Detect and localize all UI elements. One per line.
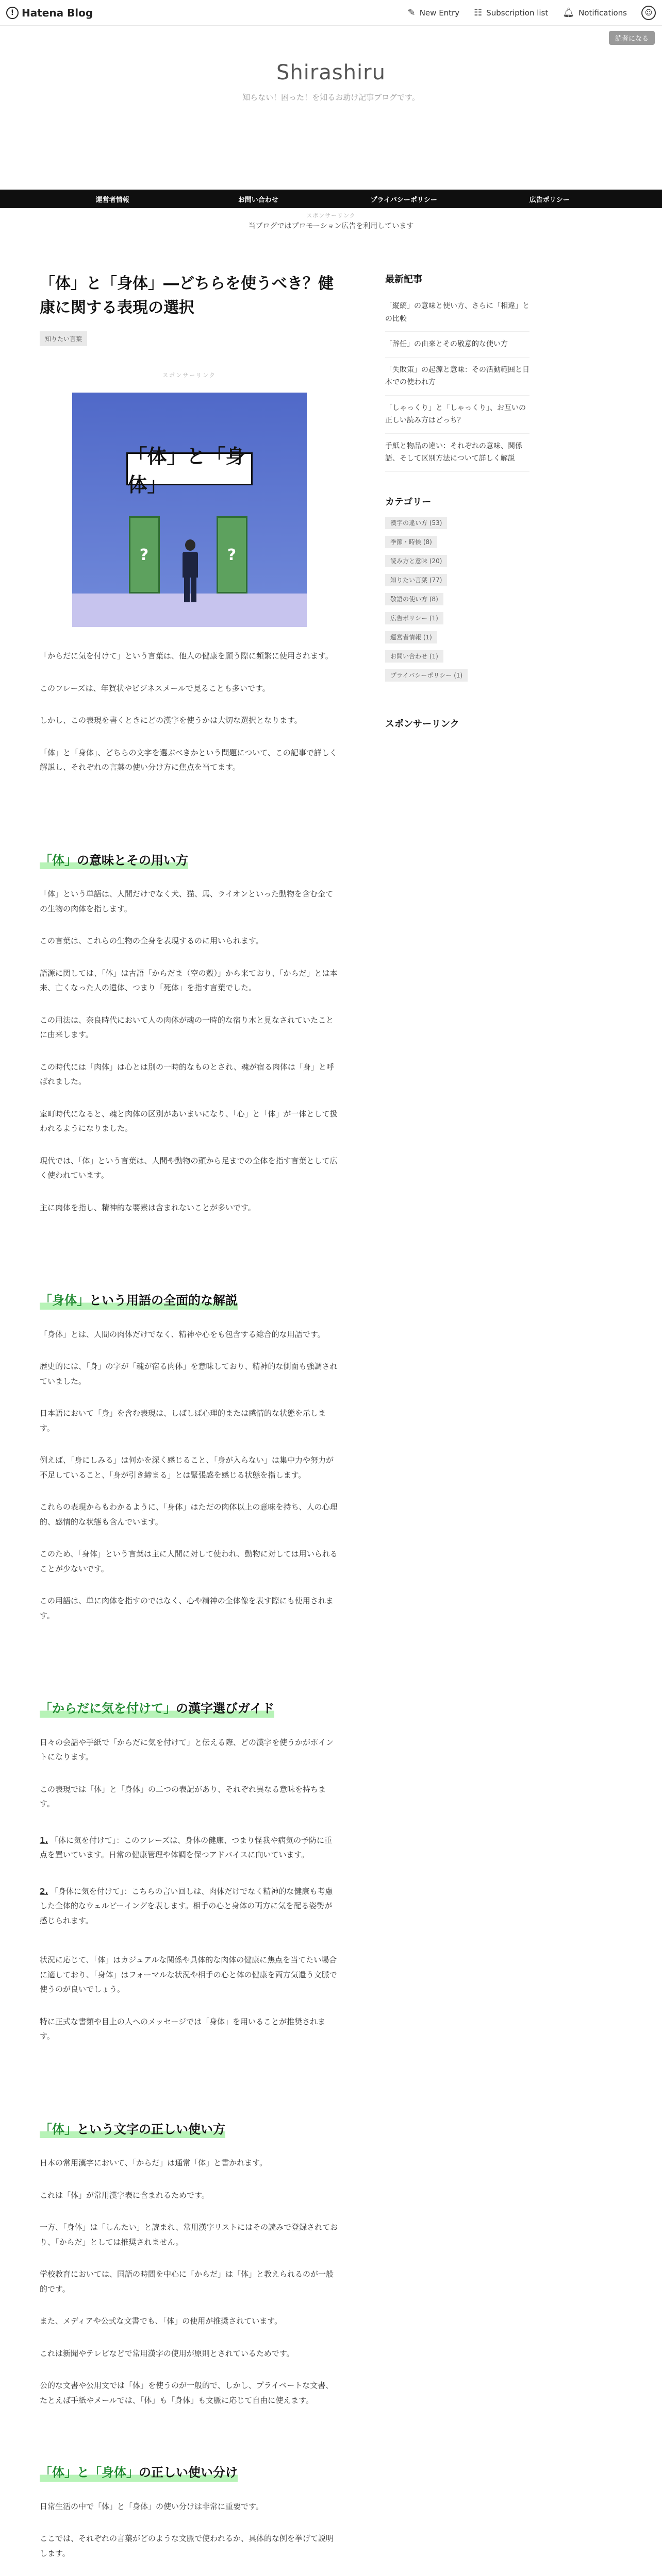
hatena-topbar [0,0,662,26]
numbered-item: 2. 「身体に気を付けて」：こちらの言い回しは、肉体だけでなく精神的な健康も考慮した全体的なウェルビーイングを表します。相手の心と身体の両方に気を配る姿勢が感じられます。 [40,1886,333,1925]
section-heading: 「体」と「身体」の正しい使い分け [40,2464,238,2482]
intro-paragraph: 「からだに気を付けて」という言葉は、他人の健康を願う際に頻繁に使用されます。 [40,651,333,660]
section-paragraph: これは「体」が常用漢字表に含まれるためです。 [40,2190,209,2200]
eyecatch-caption: 「体」と「身体」 [126,452,253,485]
section-paragraph: 現代では、「体」という言葉は、人間や動物の頭から足までの全体を指す言葉として広く使われています。 [40,1156,338,1180]
section-paragraph: 歴史的には、「身」の字が「魂が宿る肉体」を意味しており、精神的な側面も強調されていました。 [40,1362,338,1386]
section-paragraph: これらの表現からもわかるように、「身体」はただの肉体以上の意味を持ち、人の心理的、感情的な状態も含んでいます。 [40,1502,338,1527]
section-paragraph: 例えば、「身にしみる」は何かを深く感じること、「身が入らない」は集中力や努力が不足していること、「身が引き締まる」とは緊張感を感じる状態を指します。 [40,1455,334,1480]
new-entry-label: New Entry [419,8,460,18]
blog-header [0,26,662,190]
sidebar [385,249,529,2576]
category-list [385,517,529,680]
nav-item-privacy-policy[interactable]: プライバシーポリシー [370,196,437,204]
intro-paragraph: このフレーズは、年賀状やビジネスメールで見ることも多いです。 [40,683,270,693]
category-tag[interactable]: 知りたい言葉 [40,331,87,346]
subscription-list-button[interactable] [474,7,548,18]
global-nav [0,190,662,208]
section-paragraph: 日本語において「身」を含む表現は、しばしば心理的または感情的な状態を示します。 [40,1409,326,1433]
category-link[interactable]: 運営者情報 (1) [385,631,437,643]
bell-icon: 🔔︎ [562,7,575,18]
category-link[interactable]: 広告ポリシー (1) [385,612,443,624]
section-paragraph: ここでは、それぞれの言葉がどのような文脈で使われるか、具体的な例を挙げて説明します。 [40,2534,334,2558]
section-paragraph: 公的な文書や公用文では「体」を使うのが一般的で、しかし、プライベートな文書、たとえば手紙やメールでは、「体」も「身体」も文脈に応じて自由に使えます。 [40,2381,334,2405]
section-paragraph: この時代には「肉体」は心とは別の一時的なものとされ、魂が宿る肉体は「身」と呼ばれました。 [40,1062,334,1087]
right-door: ? [217,516,247,594]
article-ad-label: スポンサーリンク [162,372,216,379]
nav-item-contact[interactable]: お問い合わせ [238,196,278,204]
category-link[interactable]: 読み方と意味 (20) [385,555,447,567]
section-paragraph: 室町時代になると、魂と肉体の区別があいまいになり、「心」と「体」が一体として扱われるようになりました。 [40,1109,338,1133]
category-link[interactable]: 敬語の使い方 (8) [385,593,443,605]
section-paragraph: 主に肉体を指し、精神的な要素は含まれないことが多いです。 [40,1202,256,1212]
section-paragraph: これは新聞やテレビなどで常用漢字の使用が原則とされているためです。 [40,2348,294,2358]
recent-post-link[interactable]: 「縦縞」の意味と使い方、さらに「相違」との比較 [385,294,529,332]
category-link[interactable]: お問い合わせ (1) [385,650,443,663]
category-link[interactable]: 季節・時候 (8) [385,536,437,548]
blog-description: 知らない！困った！を知るお助け記事ブログです。 [242,93,420,102]
sponsor-heading: スポンサーリンク [385,718,459,730]
category-link[interactable]: 漢字の違い方 (53) [385,517,447,529]
hatena-logo-text: Hatena Blog [22,6,93,19]
recent-post-link[interactable]: 手紙と物品の違い：それぞれの意味、関係語、そして区別方法について詳しく解説 [385,434,529,472]
intro-paragraph: 「体」と「身体」、どちらの文字を選ぶべきかという問題について、この記事で詳しく解説し、それぞれの言葉の使い分け方に焦点を当てます。 [40,748,337,772]
recent-post-link[interactable]: 「辞任」の由来とその敬意的な使い方 [385,332,529,358]
section-paragraph: 日常生活の中で「体」と「身体」の使い分けは非常に重要です。 [40,2501,263,2511]
section-heading: 「体」の意味とその用い方 [40,852,188,870]
recent-posts-heading: 最新記事 [385,274,422,285]
promotion-notice: 当ブログではプロモーション広告を利用しています [248,222,414,230]
category-link[interactable]: プライバシーポリシー (1) [385,669,468,682]
section-heading: 「からだに気を付けて」の漢字選びガイド [40,1700,274,1718]
section-paragraph: この用法は、奈良時代において人の肉体が魂の一時的な宿り木と見なされていたことに由来します。 [40,1015,334,1040]
subscription-icon: ☷ [474,7,483,18]
nav-item-operator-info[interactable]: 運営者情報 [95,196,129,204]
left-door: ? [129,516,160,594]
notifications-button[interactable] [562,7,627,18]
subscribe-reader-button[interactable]: 読者になる [609,31,655,45]
section-paragraph: 特に正式な書類や目上の人へのメッセージでは「身体」を用いることが推奨されます。 [40,2016,326,2041]
new-entry-button[interactable] [408,7,460,18]
section-paragraph: この用語は、単に肉体を指すのではなく、心や精神の全体像を表す際にも使用されます。 [40,1596,334,1620]
user-avatar[interactable]: ☺ [641,6,656,20]
recent-post-link[interactable]: 「失敗策」の起源と意味：その活動範囲と日本での使われ方 [385,358,529,396]
section-paragraph: 「身体」とは、人間の肉体だけでなく、精神や心をも包含する総合的な用語です。 [40,1329,325,1339]
section-heading: 「身体」という用語の全面的な解説 [40,1292,238,1310]
section-paragraph: 語源に関しては、「体」は古語「からだま（空の殻）」から来ており、「からだ」とは本来、亡くなった人の遺体、つまり「死体」を指す言葉でした。 [40,968,338,993]
nav-item-ad-policy[interactable]: 広告ポリシー [529,196,570,204]
pencil-icon: ✎ [407,7,416,18]
notifications-label: Notifications [578,8,627,18]
category-heading: カテゴリー [385,496,432,507]
category-link[interactable]: 知りたい言葉 (77) [385,574,447,586]
hatena-logo-icon: ! [6,7,19,19]
section-heading: 「体」という文字の正しい使い方 [40,2121,225,2139]
section-paragraph: 日本の常用漢字において、「からだ」は通常「体」と書かれます。 [40,2158,268,2168]
recent-post-link[interactable]: 「しゃっくり」と「しゃっくり」、お互いの正しい読み方はどっち？ [385,396,529,434]
article-title: 「体」と「身体」―どちらを使うべき？健康に関する表現の選択 [40,275,334,317]
article [40,249,339,2576]
intro-paragraph: しかし、この表現を書くときにどの漢字を使うかは大切な選択となります。 [40,716,302,725]
blog-title[interactable]: Shirashiru [276,61,386,84]
section-paragraph: 日々の会話や手紙で「からだに気を付けて」と伝える際、どの漢字を使うかがポイントになります。 [40,1737,334,1762]
numbered-item: 1. 「体に気を付けて」：このフレーズは、身体の健康、つまり怪我や病気の予防に重点を置いています。日常の健康管理や体調を保つアドバイスに向いています。 [40,1835,333,1860]
person-figure [183,539,198,602]
section-paragraph: この表現では「体」と「身体」の二つの表記があり、それぞれ異なる意味を持ちます。 [40,1784,326,1809]
section-paragraph: このため、「身体」という言葉は主に人間に対して使われ、動物に対しては用いられることが少ないです。 [40,1549,338,1573]
hatena-logo[interactable] [6,7,93,19]
section-paragraph: 状況に応じて、「体」はカジュアルな関係や具体的な肉体の健康に焦点を当てたい場合に適しており、「身体」はフォーマルな状況や相手の心と体の健康を両方気遣う文脈で使うのが良いでしょう。 [40,1955,337,1994]
recent-posts-list [385,294,529,472]
section-paragraph: また、メディアや公式な文書でも、「体」の使用が推奨されています。 [40,2316,283,2326]
eyecatch-image [72,393,307,627]
section-paragraph: 学校教育においては、国語の時間を中心に「からだ」は「体」と教えられるのが一般的です。 [40,2269,334,2294]
section-paragraph: 「体」という単語は、人間だけでなく犬、猫、馬、ライオンといった動物を含む全ての生物の肉体を指します。 [40,889,334,913]
subscription-list-label: Subscription list [486,8,549,18]
section-paragraph: 一方、「身体」は「しんたい」と読まれ、常用漢字リストにはその読みで登録されており、「からだ」としては推奨されません。 [40,2223,338,2247]
sponsored-label-top: スポンサーリンク [306,212,356,219]
section-paragraph: この言葉は、これらの生物の全身を表現するのに用いられます。 [40,936,263,946]
